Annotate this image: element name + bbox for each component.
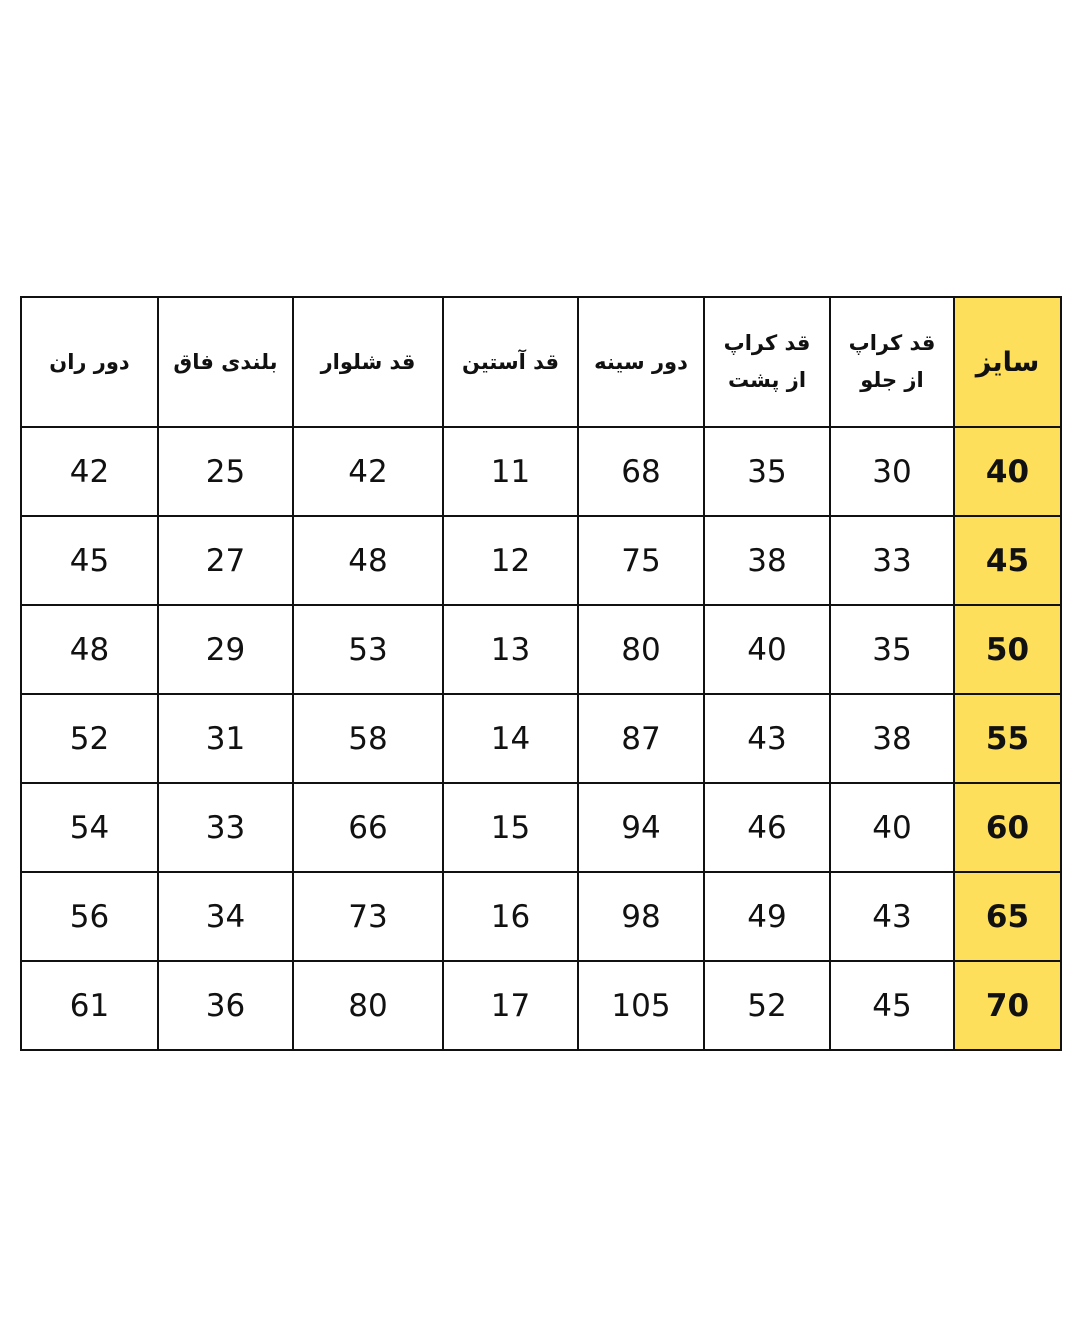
measurement-cell: 54 xyxy=(21,783,158,872)
size-chart-table xyxy=(20,296,1062,1051)
measurement-cell: 45 xyxy=(21,516,158,605)
header-label-line: قد کراپ xyxy=(723,331,811,355)
measurement-cell: 12 xyxy=(443,516,578,605)
measurement-cell: 53 xyxy=(293,605,443,694)
size-value-cell: 45 xyxy=(954,516,1061,605)
column-header-6 xyxy=(158,297,293,427)
measurement-cell: 25 xyxy=(158,427,293,516)
table-row xyxy=(21,427,1061,516)
size-value-cell: 40 xyxy=(954,427,1061,516)
measurement-cell: 98 xyxy=(578,872,704,961)
measurement-cell: 105 xyxy=(578,961,704,1050)
measurement-cell: 33 xyxy=(830,516,954,605)
size-value-cell: 50 xyxy=(954,605,1061,694)
table-row xyxy=(21,605,1061,694)
header-label-line: بلندی فاق xyxy=(173,349,278,374)
header-label-line: قد شلوار xyxy=(320,349,416,374)
measurement-cell: 43 xyxy=(704,694,830,783)
column-header-3 xyxy=(578,297,704,427)
header-label-line: از جلو xyxy=(860,368,924,392)
size-column-header xyxy=(954,297,1061,427)
size-value-cell: 60 xyxy=(954,783,1061,872)
measurement-cell: 35 xyxy=(830,605,954,694)
measurement-cell: 31 xyxy=(158,694,293,783)
measurement-cell: 48 xyxy=(293,516,443,605)
header-label-line: دور ران xyxy=(49,349,130,374)
measurement-cell: 75 xyxy=(578,516,704,605)
header-label-line: قد آستین xyxy=(461,349,560,374)
measurement-cell: 48 xyxy=(21,605,158,694)
header-row xyxy=(21,297,1061,427)
measurement-cell: 68 xyxy=(578,427,704,516)
column-header-7 xyxy=(21,297,158,427)
table-header xyxy=(21,297,1061,427)
measurement-cell: 15 xyxy=(443,783,578,872)
measurement-cell: 36 xyxy=(158,961,293,1050)
measurement-cell: 61 xyxy=(21,961,158,1050)
measurement-cell: 30 xyxy=(830,427,954,516)
table-row xyxy=(21,872,1061,961)
measurement-cell: 27 xyxy=(158,516,293,605)
measurement-cell: 43 xyxy=(830,872,954,961)
measurement-cell: 35 xyxy=(704,427,830,516)
measurement-cell: 34 xyxy=(158,872,293,961)
measurement-cell: 17 xyxy=(443,961,578,1050)
header-label-line: سایز xyxy=(975,346,1040,378)
table-row xyxy=(21,961,1061,1050)
measurement-cell: 38 xyxy=(704,516,830,605)
measurement-cell: 52 xyxy=(21,694,158,783)
measurement-cell: 13 xyxy=(443,605,578,694)
size-value-cell: 65 xyxy=(954,872,1061,961)
measurement-cell: 33 xyxy=(158,783,293,872)
column-header-2 xyxy=(704,297,830,427)
measurement-cell: 38 xyxy=(830,694,954,783)
table-row xyxy=(21,694,1061,783)
table-row xyxy=(21,783,1061,872)
measurement-cell: 49 xyxy=(704,872,830,961)
measurement-cell: 29 xyxy=(158,605,293,694)
measurement-cell: 73 xyxy=(293,872,443,961)
size-value-cell: 70 xyxy=(954,961,1061,1050)
measurement-cell: 16 xyxy=(443,872,578,961)
measurement-cell: 52 xyxy=(704,961,830,1050)
column-header-5 xyxy=(293,297,443,427)
size-value-cell: 55 xyxy=(954,694,1061,783)
measurement-cell: 66 xyxy=(293,783,443,872)
measurement-cell: 40 xyxy=(704,605,830,694)
measurement-cell: 42 xyxy=(21,427,158,516)
measurement-cell: 42 xyxy=(293,427,443,516)
measurement-cell: 58 xyxy=(293,694,443,783)
header-label-line: قد کراپ xyxy=(848,331,936,355)
measurement-cell: 46 xyxy=(704,783,830,872)
measurement-cell: 11 xyxy=(443,427,578,516)
measurement-cell: 87 xyxy=(578,694,704,783)
measurement-cell: 94 xyxy=(578,783,704,872)
column-header-4 xyxy=(443,297,578,427)
measurement-cell: 45 xyxy=(830,961,954,1050)
measurement-cell: 14 xyxy=(443,694,578,783)
header-label-line: دور سینه xyxy=(594,349,688,374)
table-row xyxy=(21,516,1061,605)
header-label-line: از پشت xyxy=(727,368,807,392)
table-body xyxy=(21,427,1061,1050)
measurement-cell: 56 xyxy=(21,872,158,961)
measurement-cell: 40 xyxy=(830,783,954,872)
measurement-cell: 80 xyxy=(578,605,704,694)
measurement-cell: 80 xyxy=(293,961,443,1050)
column-header-1 xyxy=(830,297,954,427)
